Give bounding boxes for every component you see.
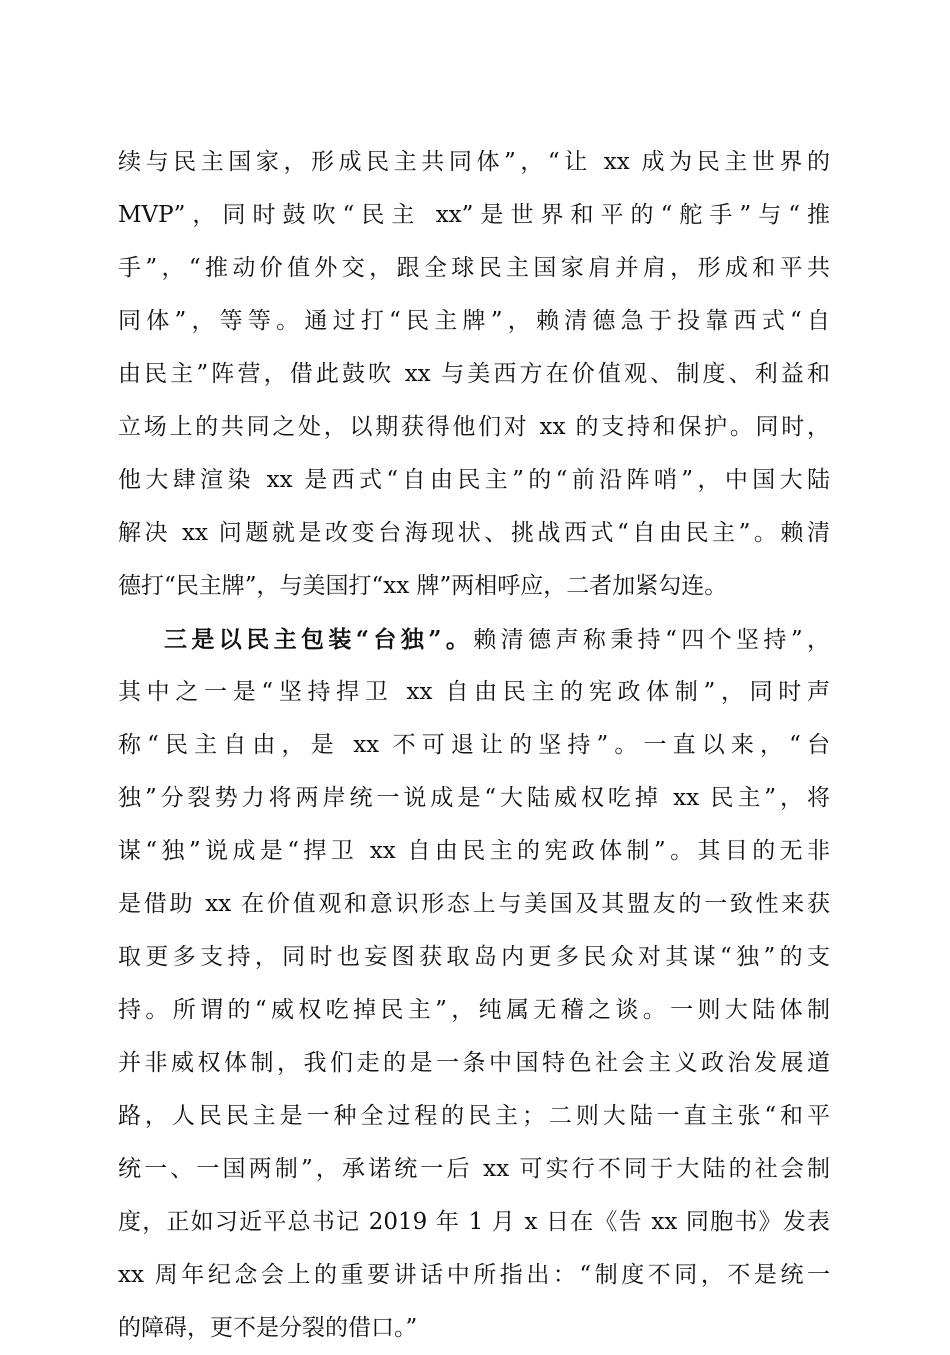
text-line: 独”分裂势力将两岸统一说成是“大陆威权吃掉 xx 民主”，将: [118, 785, 830, 811]
text-line: 德打“民主牌”，与美国打“xx 牌”两相呼应，二者加紧勾连。: [118, 573, 728, 599]
text-line: 解决 xx 问题就是改变台海现状、挑战西式“自由民主”。赖清: [118, 520, 830, 546]
text-line: 统一、一国两制”，承诺统一后 xx 可实行不同于大陆的社会制: [118, 1156, 830, 1182]
text-line: 手”，“推动价值外交，跟全球民主国家肩并肩，形成和平共: [118, 255, 830, 281]
text-line: 其中之一是“坚持捍卫 xx 自由民主的宪政体制”，同时声: [118, 679, 830, 705]
section-heading-lead: 三是以民主包装“台独”。: [164, 626, 474, 653]
text-line: 并非威权体制，我们走的是一条中国特色社会主义政治发展道: [118, 1050, 830, 1076]
text-line: 度，正如习近平总书记 2019 年 1 月 x 日在《告 xx 同胞书》发表: [118, 1209, 830, 1235]
text-line: 谋“独”说成是“捍卫 xx 自由民主的宪政体制”。其目的无非: [118, 838, 830, 864]
text-line: 的障碍，更不是分裂的借口。”: [118, 1315, 418, 1341]
text-line: 路，人民民主是一种全过程的民主；二则大陆一直主张“和平: [118, 1103, 830, 1129]
text-line: MVP”，同时鼓吹“民主 xx”是世界和平的“舵手”与“推: [118, 202, 830, 228]
text-line: 立场上的共同之处，以期获得他们对 xx 的支持和保护。同时，: [118, 414, 830, 440]
text-line: 是借助 xx 在价值观和意识形态上与美国及其盟友的一致性来获: [118, 891, 830, 917]
text-line: 持。所谓的“威权吃掉民主”，纯属无稽之谈。一则大陆体制: [118, 997, 830, 1023]
text-line: 称“民主自由，是 xx 不可退让的坚持”。一直以来，“台: [118, 732, 830, 758]
text-line: 续与民主国家，形成民主共同体”，“让 xx 成为民主世界的: [118, 149, 830, 175]
body-text: [118, 136, 830, 1355]
text-line: xx 周年纪念会上的重要讲话中所指出：“制度不同，不是统一: [118, 1262, 830, 1288]
paragraph-2-first-line: [118, 613, 830, 666]
text-line: 他大肆渲染 xx 是西式“自由民主”的“前沿阵哨”，中国大陆: [118, 467, 830, 493]
paragraph-2: [118, 613, 830, 1355]
text-line-rest: 赖清德声称秉持“四个坚持”，: [473, 627, 830, 653]
paragraph-1: [118, 136, 830, 613]
text-line: 由民主”阵营，借此鼓吹 xx 与美西方在价值观、制度、利益和: [118, 361, 830, 387]
text-line: 取更多支持，同时也妄图获取岛内更多民众对其谋“独”的支: [118, 944, 830, 970]
text-line: 同体”，等等。通过打“民主牌”，赖清德急于投靠西式“自: [118, 308, 830, 334]
